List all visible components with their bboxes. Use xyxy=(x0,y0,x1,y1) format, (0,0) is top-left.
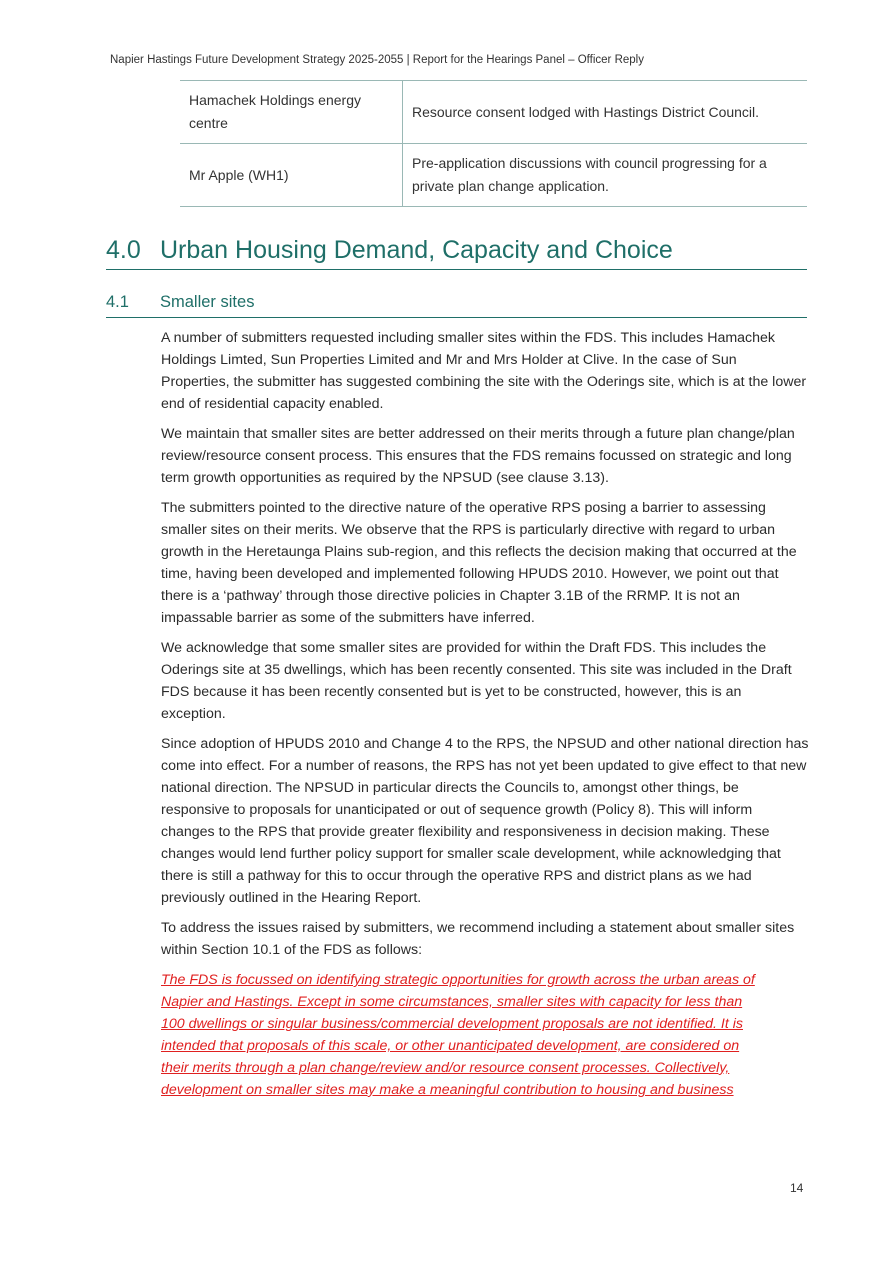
paragraph: We maintain that smaller sites are better addressed on their merits through a future plan change/plan review/resource consent process. This ensures that the FDS remains focussed on strategic and long term growth opportunities as required by the NPSUD (see clause 3.13). xyxy=(161,426,795,486)
paragraph: A number of submitters requested including smaller sites within the FDS. This includes Hamachek Holdings Limted, Sun Properties Limited and Mr and Mrs Holder at Clive. In the case of Sun Properties, the submitter has suggested combining the site with the Oderings site, which is at the lower end of residential capacity enabled. xyxy=(161,330,807,412)
paragraph: Since adoption of HPUDS 2010 and Change 4 to the RPS, the NPSUD and other national direction has come into effect. For a number of reasons, the RPS has not yet been updated to give effect to that new national direction. The NPSUD in particular directs the Councils to, amongst other things, be responsive to proposals for unanticipated or out of sequence growth (Policy 8). This will inform changes to the RPS that provide greater flexibility and responsiveness in decision making. These changes would lend further policy support for smaller scale development, while acknowledging that there is still a pathway for this to occur through the operative RPS and district plans as we had previously outlined in the Hearing Report. xyxy=(161,736,809,906)
subsection-number: 4.1 xyxy=(106,293,129,311)
subsection-heading xyxy=(106,290,807,318)
recommended-statement: The FDS is focussed on identifying strategic opportunities for growth across the urban areas of Napier and Hastings. Except in some circumstances, smaller sites with capacity for less than 100 dwellings or singular business/commercial development proposals are not identified. It is intended that proposals of this scale, or other unanticipated development, are considered on their merits through a plan change/review and/or resource consent processes. Collectively, development on smaller sites may make a meaningful contribution to housing and business xyxy=(161,972,755,1098)
running-header: Napier Hastings Future Development Strategy 2025-2055 | Report for the Hearings Panel – Officer Reply xyxy=(110,54,644,66)
section-number: 4.0 xyxy=(106,236,141,264)
table-cell-submitter: Mr Apple (WH1) xyxy=(180,144,403,207)
paragraph: The submitters pointed to the directive nature of the operative RPS posing a barrier to assessing smaller sites on their merits. We observe that the RPS is particularly directive with regard to urban growth in the Heretaunga Plains sub-region, and this reflects the decision making that occurred at the time, having been developed and implemented following HPUDS 2010. However, we point out that there is a ‘pathway’ through those directive policies in Chapter 3.1B of the RRMP. It is not an impassable barrier as some of the submitters have inferred. xyxy=(161,500,797,626)
table-row xyxy=(180,81,807,144)
table-cell-status: Pre-application discussions with council progressing for a private plan change application. xyxy=(403,144,808,207)
paragraph: We acknowledge that some smaller sites are provided for within the Draft FDS. This includes the Oderings site at 35 dwellings, which has been recently consented. This site was included in the Draft FDS because it has been recently consented but is yet to be constructed, however, this is an exception. xyxy=(161,640,792,722)
subsection-title: Smaller sites xyxy=(160,293,255,311)
table-row xyxy=(180,144,807,207)
table-cell-status: Resource consent lodged with Hastings District Council. xyxy=(403,81,808,144)
paragraph: To address the issues raised by submitters, we recommend including a statement about smaller sites within Section 10.1 of the FDS as follows: xyxy=(161,920,795,958)
section-heading xyxy=(106,232,807,270)
section-title: Urban Housing Demand, Capacity and Choice xyxy=(160,236,673,264)
table-cell-submitter: Hamachek Holdings energy centre xyxy=(180,81,403,144)
submitter-status-table xyxy=(180,80,807,207)
page-number: 14 xyxy=(790,1181,804,1195)
body-text xyxy=(161,327,809,1109)
